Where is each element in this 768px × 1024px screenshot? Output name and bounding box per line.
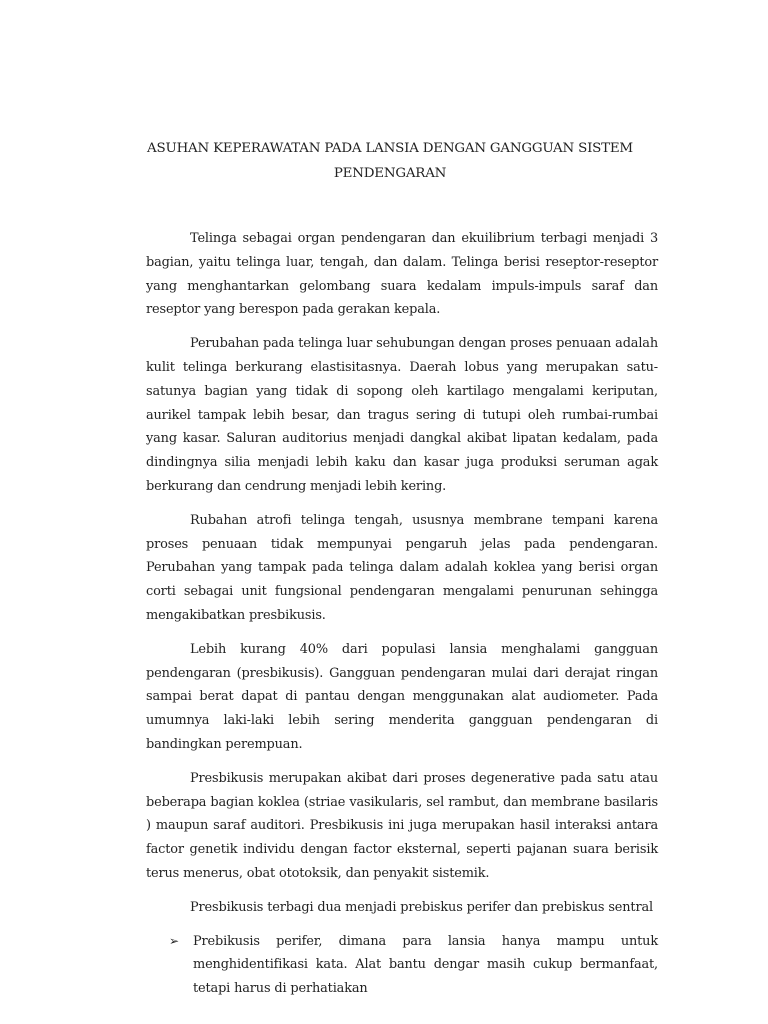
paragraph-populasi-lansia: Lebih kurang 40% dari populasi lansia menghalami gangguan pendengaran (presbikusis). Gangguan pendengaran mulai dari derajat ringan sampai berat dapat di pantau dengan menggunakan alat audiometer. Pada umumnya laki-laki lebih sering menderita gangguan pendengaran di bandingkan perempuan.	[146, 641, 658, 752]
paragraph-telinga-luar: Perubahan pada telinga luar sehubungan dengan proses penuaan adalah kulit telinga berkurang elastisitasnya. Daerah lobus yang merupakan satu-satunya bagian yang tidak di sopong oleh kartilago mengalami keriputan, aurikel tampak lebih besar, dan tragus sering di tutupi oleh rumbai-rumbai yang kasar. Saluran auditorius menjadi dangkal akibat lipatan kedalam, pada dindingnya silia menjadi lebih kaku dan kasar juga produksi seruman agak berkurang dan cendrung menjadi lebih kering.	[146, 336, 658, 494]
bullet-text: Prebikusis perifer, dimana para lansia hanya mampu untuk menghidentifikasi kata. Alat bantu dengar masih cukup bermanfaat, tetapi harus di perhatiakan	[193, 933, 658, 997]
paragraph-telinga: Telinga sebagai organ pendengaran dan ekuilibrium terbagi menjadi 3 bagian, yaitu telinga luar, tengah, dan dalam. Telinga berisi reseptor-reseptor yang menghantarkan gelombang suara kedalam impuls-impuls saraf dan reseptor yang berespon pada gerakan kepala.	[146, 231, 658, 318]
paragraph-presbikusis: Presbikusis merupakan akibat dari proses degenerative pada satu atau beberapa bagian koklea (striae vasikularis, sel rambut, dan membrane basilaris ) maupun saraf auditori. Presbikusis ini juga merupakan hasil interaksi antara factor genetik individu dengan factor eksternal, seperti pajanan suara berisik terus menerus, obat ototoksik, dan penyakit sistemik.	[146, 770, 658, 881]
document-body	[146, 227, 658, 1001]
arrow-bullet-icon: ➢	[169, 933, 179, 948]
paragraph-telinga-tengah: Rubahan atrofi telinga tengah, ususnya membrane tempani karena proses penuaan tidak mempunyai pengaruh jelas pada pendengaran. Perubahan yang tampak pada telinga dalam adalah koklea yang berisi organ corti sebagai unit fungsional pendengaran mengalami penurunan sehingga mengakibatkan presbikusis.	[146, 512, 658, 623]
document-title: ASUHAN KEPERAWATAN PADA LANSIA DENGAN GANGGUAN SISTEM PENDENGARAN	[147, 141, 633, 181]
bullet-list	[146, 930, 658, 1001]
paragraph-presbikusis-terbagi: Presbikusis terbagi dua menjadi prebiskus perifer dan prebiskus sentral	[190, 899, 653, 915]
list-item	[146, 930, 658, 1001]
